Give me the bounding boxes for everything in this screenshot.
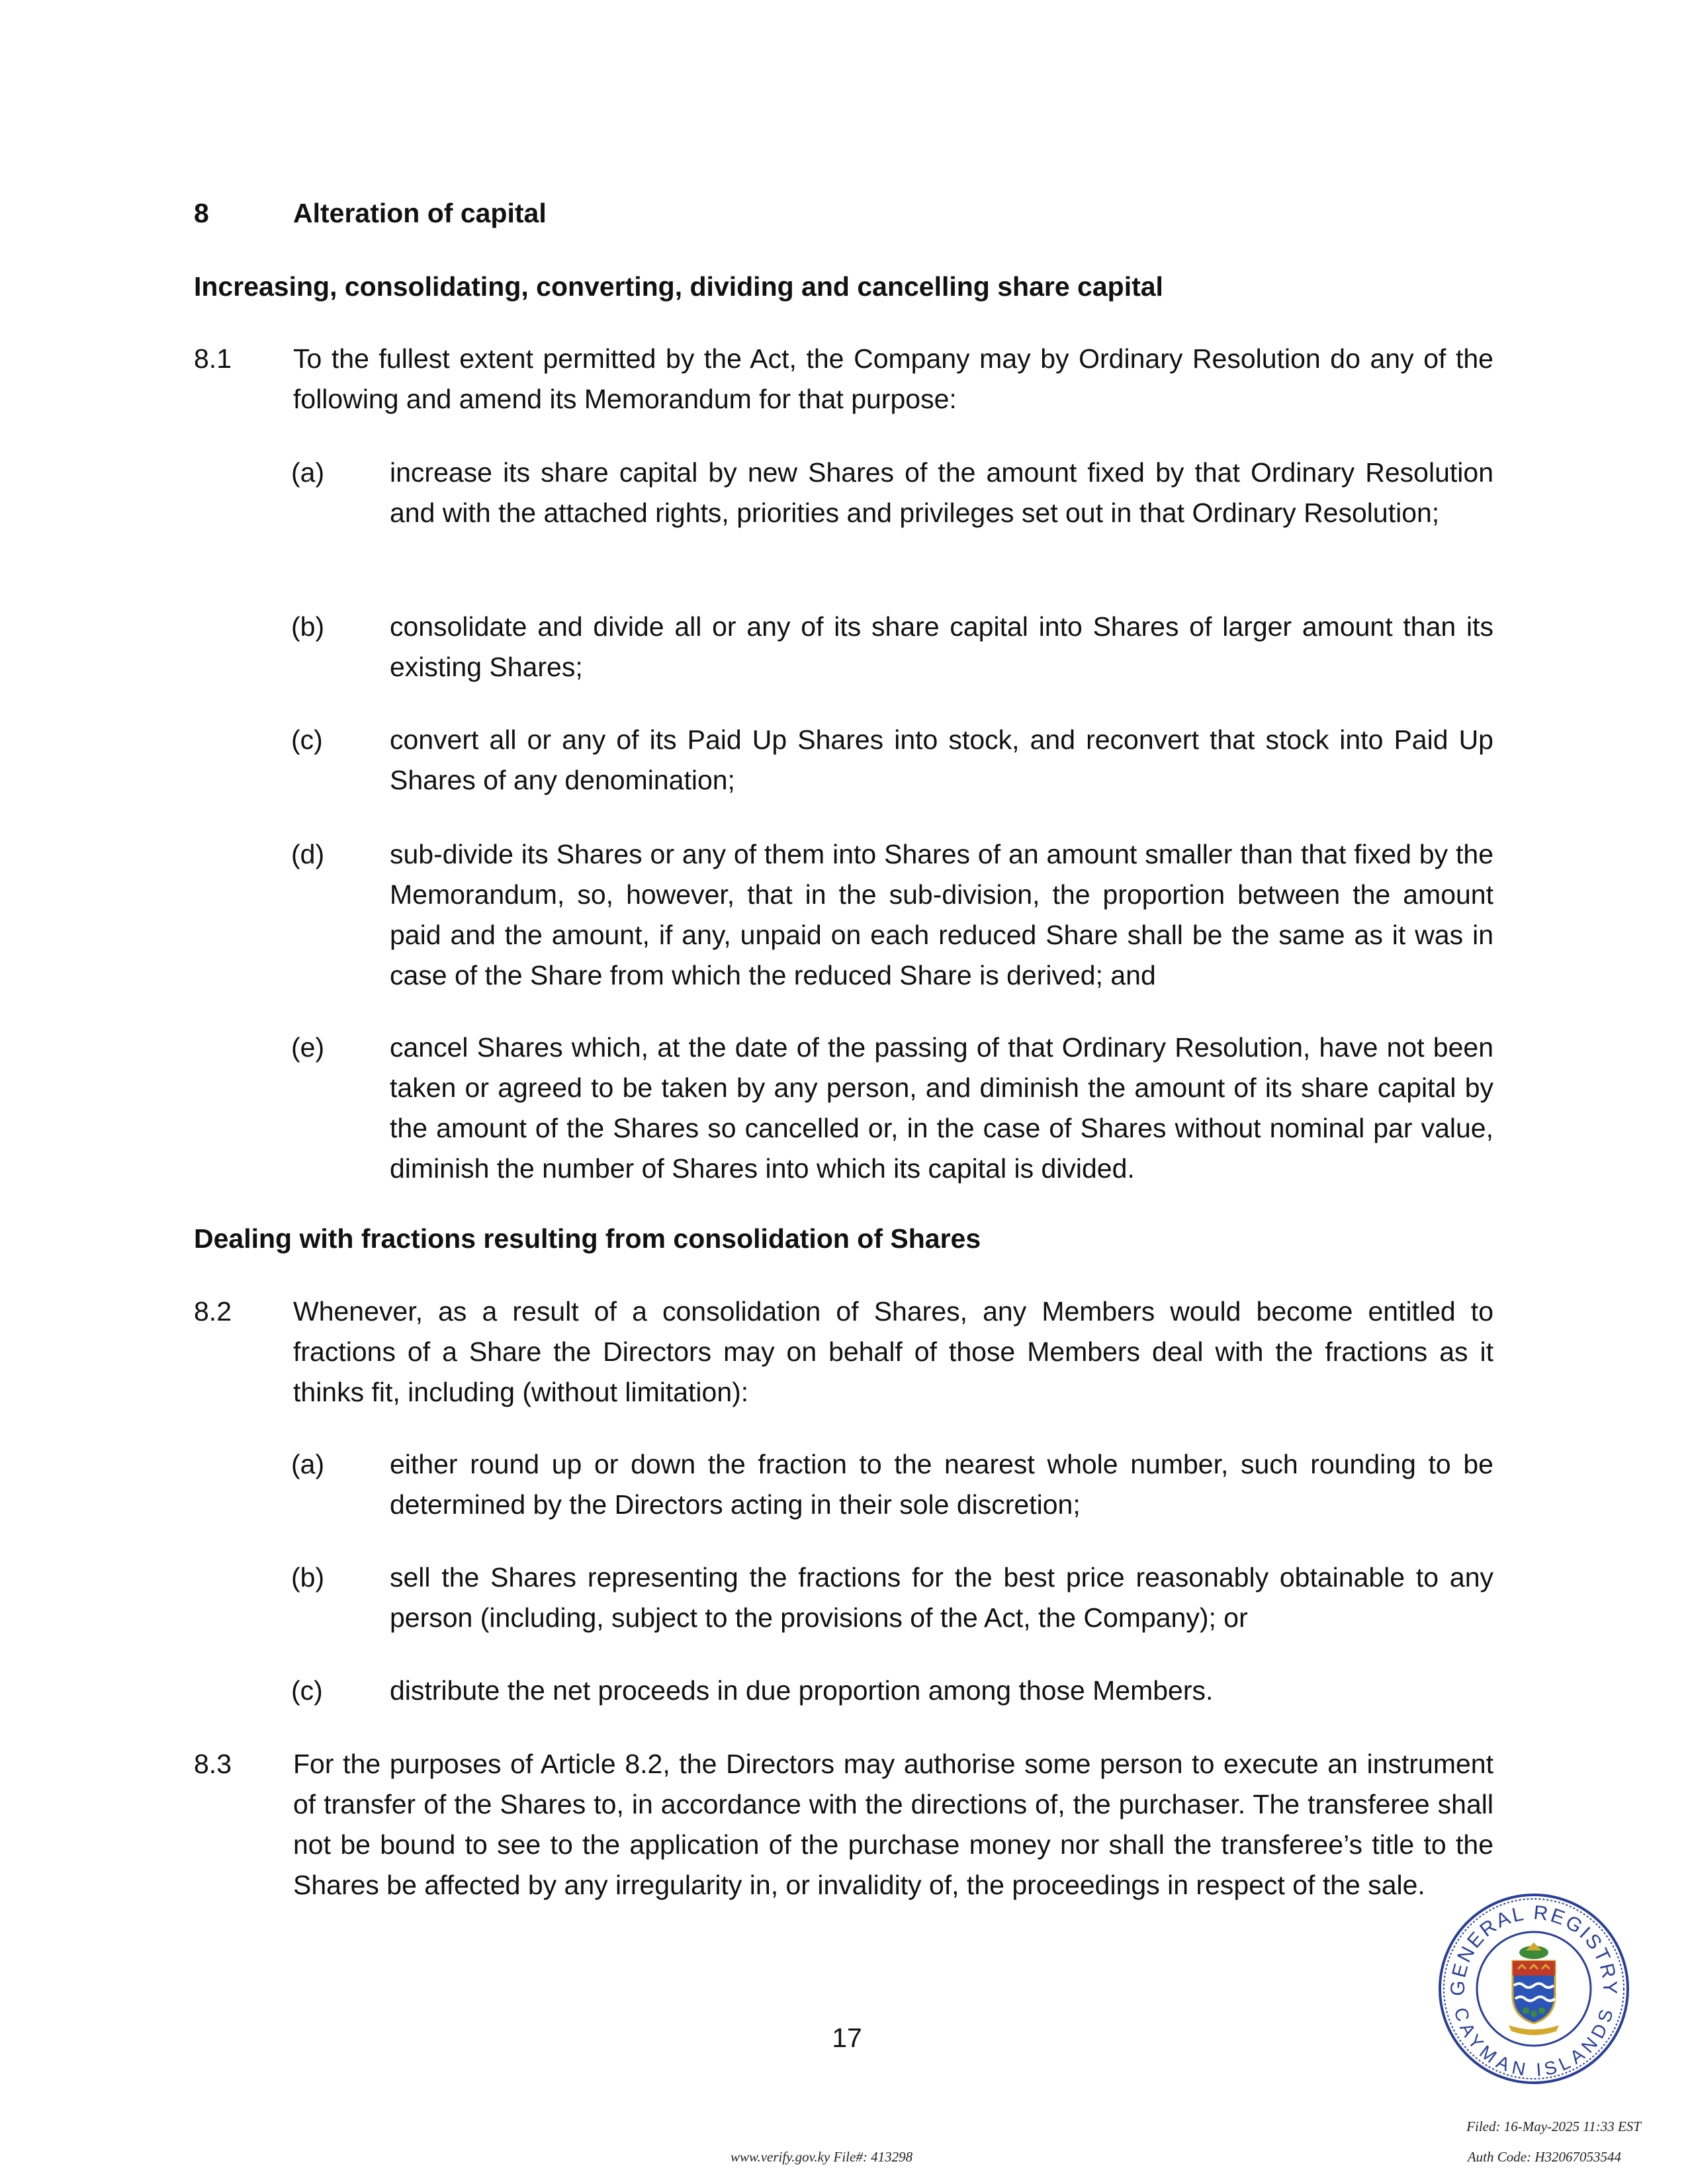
item-label: (a) — [291, 457, 325, 488]
item-label: (d) — [291, 839, 325, 869]
clause-8-3-text: For the purposes of Article 8.2, the Directors may authorise some person to execute an instrument of transfer of the Shares to, in accordance with the directions of, the purchaser. The transferee shall not be bound to see to the application of the purchase money nor shall the transferee’s title to the Shares be affected by any irregularity in, or invalidity of, the proceedings in respect of the sale. — [293, 1749, 1493, 1900]
item-label: (b) — [291, 1562, 325, 1593]
clause-number-8-1: 8.1 — [194, 343, 232, 374]
section-title: Alteration of capital — [293, 198, 547, 228]
general-registry-seal-icon — [1435, 1890, 1633, 2088]
item-text: convert all or any of its Paid Up Shares into stock, and reconvert that stock into Paid Up Shares of any denomination; — [390, 724, 1493, 795]
item-text: cancel Shares which, at the date of the passing of that Ordinary Resolution, have not been taken or agreed to be taken by any person, and diminish the amount of its share capital by the amount of the Shares so cancelled or, in the case of Shares without nominal par value, diminish the number of Shares into which its capital is divided. — [390, 1032, 1493, 1184]
clause-8-2-text: Whenever, as a result of a consolidation of Shares, any Members would become entitled to fractions of a Share the Directors may on behalf of those Members deal with the fractions as it thinks fit, including (without limitation): — [293, 1296, 1493, 1407]
item-text: sell the Shares representing the fractions for the best price reasonably obtainable to any person (including, subject to the provisions of the Act, the Company); or — [390, 1562, 1493, 1633]
item-label: (b) — [291, 611, 325, 642]
item-text: either round up or down the fraction to the nearest whole number, such rounding to be determined by the Directors acting in their sole discretion; — [390, 1449, 1493, 1520]
subheading-fractions: Dealing with fractions resulting from consolidation of Shares — [194, 1223, 981, 1254]
seal-top-text: GENERAL REGISTRY — [1446, 1901, 1621, 1997]
item-label: (e) — [291, 1032, 325, 1063]
clause-number-8-3: 8.3 — [194, 1749, 232, 1779]
item-text: increase its share capital by new Shares of the amount fixed by that Ordinary Resolution and with the attached rights, priorities and privileges set out in that Ordinary Resolution; — [390, 457, 1493, 528]
clause-number-8-2: 8.2 — [194, 1296, 232, 1327]
auth-code: Auth Code: H32067053544 — [1467, 2149, 1621, 2165]
item-label: (a) — [291, 1449, 325, 1479]
item-text: distribute the net proceeds in due proportion among those Members. — [390, 1675, 1214, 1706]
item-label: (c) — [291, 724, 323, 755]
seal-bottom-text: CAYMAN ISLANDS — [1450, 2005, 1618, 2081]
section-number: 8 — [194, 198, 209, 228]
filed-stamp: Filed: 16-May-2025 11:33 EST — [1466, 2118, 1641, 2134]
verify-footer: www.verify.gov.ky File#: 413298 — [731, 2149, 913, 2165]
subheading-share-capital: Increasing, consolidating, converting, dividing and cancelling share capital — [194, 271, 1163, 302]
clause-8-1-text: To the fullest extent permitted by the Act, the Company may by Ordinary Resolution do any of the following and amend its Memorandum for that purpose: — [293, 343, 1493, 414]
item-text: sub-divide its Shares or any of them into Shares of an amount smaller than that fixed by the Memorandum, so, however, that in the sub-division, the proportion between the amount paid and the amount, if any, unpaid on each reduced Share shall be the same as it was in case of the Share from which the reduced Share is derived; and — [390, 839, 1493, 990]
item-label: (c) — [291, 1675, 323, 1706]
item-text: consolidate and divide all or any of its share capital into Shares of larger amount than its existing Shares; — [390, 611, 1493, 682]
page-number: 17 — [832, 2023, 862, 2053]
